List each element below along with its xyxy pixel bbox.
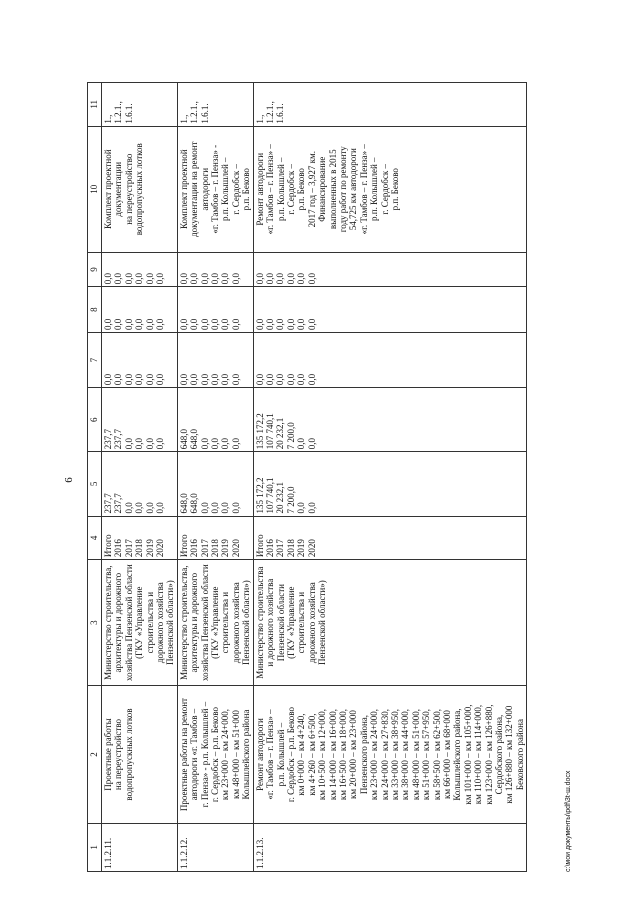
year-list-line: Итого <box>103 534 113 558</box>
regional-budget-line: 237,7 <box>113 429 124 450</box>
federal-budget <box>102 333 178 388</box>
local-budget-line: 0,0 <box>220 318 231 331</box>
indicator-links-line: 1.6.1. <box>275 103 286 124</box>
table-row <box>177 83 253 872</box>
federal-budget-line: 0,0 <box>154 373 165 386</box>
expected-result-line: г. Сердобск – <box>379 164 390 215</box>
indicator-links <box>177 83 253 127</box>
total-funding-line: 0,0 <box>230 502 241 514</box>
year-list-line: 2016 <box>113 539 124 558</box>
total-funding-line: 0,0 <box>123 502 134 514</box>
other-sources-line: 0,0 <box>265 272 276 285</box>
executor-line: Министерство строительства, <box>103 565 113 680</box>
expected-result-line: «г. Тамбов – г. Пенза» - <box>210 144 221 234</box>
expected-result-line: р.п. Беково <box>389 168 400 211</box>
expected-result-line: на переустройство <box>123 153 134 225</box>
year-list <box>177 516 253 560</box>
expected-result-line: «г. Тамбов – г. Пенза» – <box>358 144 369 235</box>
measure-name-line: км 33+000 – км 38+950, <box>389 709 400 801</box>
measure-name-line: Проектные работы <box>103 718 113 791</box>
executor <box>253 560 527 686</box>
year-list-line: 2019 <box>296 539 307 558</box>
column-header-11: 11 <box>88 83 102 127</box>
year-list-line: Итого <box>254 534 265 558</box>
local-budget-line: 0,0 <box>296 318 307 331</box>
regional-budget <box>253 388 527 452</box>
executor <box>102 560 178 686</box>
regional-budget-line: 0,0 <box>230 438 241 450</box>
regional-budget-line: 237,7 <box>103 429 113 450</box>
local-budget-line: 0,0 <box>230 318 241 331</box>
other-sources-line: 0,0 <box>189 272 200 285</box>
measure-name-line: км 48+000 – км 51+000 <box>230 710 241 799</box>
federal-budget-line: 0,0 <box>210 373 221 386</box>
local-budget-line: 0,0 <box>103 318 113 331</box>
regional-budget <box>177 388 253 452</box>
measure-name-line: км 58+500 – км 62+500, <box>431 709 442 801</box>
expected-result-line: р.п. Беково <box>241 168 252 211</box>
total-funding <box>177 452 253 516</box>
local-budget-line: 0,0 <box>189 318 200 331</box>
regional-budget-line: 648,0 <box>178 429 189 450</box>
column-header-8: 8 <box>88 287 102 333</box>
measure-name-line: Колышлейского района <box>241 709 252 800</box>
measure-name-line: Сердобского района, <box>494 714 505 795</box>
federal-budget-line: 0,0 <box>230 373 241 386</box>
year-list-line: 2020 <box>154 539 165 558</box>
local-budget-line: 0,0 <box>144 318 155 331</box>
federal-budget-line: 0,0 <box>199 373 210 386</box>
executor <box>177 560 253 686</box>
rotated-page-content <box>63 80 580 880</box>
expected-result-line: 2017 год – 3,927 км. <box>306 151 317 228</box>
row-code: 1.1.2.11. <box>102 823 178 871</box>
other-sources-line: 0,0 <box>275 272 286 285</box>
year-list-line: 2017 <box>199 539 210 558</box>
executor-line: архитектуры и дорожного <box>189 572 200 673</box>
measure-name-line: км 24+000 – км 27+830, <box>379 709 390 801</box>
expected-result <box>253 126 527 252</box>
measure-name-line: автодороги «г. Тамбов – <box>189 708 200 801</box>
other-sources-line: 0,0 <box>154 272 165 285</box>
local-budget-line: 0,0 <box>199 318 210 331</box>
measure-name-line: км 126+880 – км 132+000 <box>504 705 515 804</box>
federal-budget-line: 0,0 <box>178 373 189 386</box>
total-funding-line: 107 740,1 <box>265 477 276 514</box>
expected-result-line: году работ по ремонту <box>337 146 348 233</box>
regional-budget-line: 0,0 <box>154 438 165 450</box>
year-list-line: 2017 <box>123 539 134 558</box>
column-header-2: 2 <box>88 686 102 824</box>
executor-line: строительства и <box>296 591 307 654</box>
table-row <box>102 83 178 872</box>
measure-name-line: Проектные работы на ремонт <box>178 698 189 812</box>
measure-name-line: км 16+500 – км 18+000, <box>337 709 348 801</box>
expected-result-line: г. Сердобск – <box>285 164 296 215</box>
measure-name-line: Колышлейского района, <box>452 708 463 801</box>
year-list-line: 2016 <box>189 539 200 558</box>
measure-name-line: км 23+000 – км 24+000, <box>369 709 380 801</box>
regional-budget-line: 0,0 <box>306 438 317 450</box>
year-list-line: 2019 <box>144 539 155 558</box>
federal-budget-line: 0,0 <box>103 373 113 386</box>
executor-line: (ГКУ «Управление <box>210 586 221 659</box>
regional-budget-line: 0,0 <box>296 438 307 450</box>
local-budget-line: 0,0 <box>275 318 286 331</box>
measure-name-line: Ремонт автодороги <box>254 718 265 791</box>
year-list-line: Итого <box>178 534 189 558</box>
federal-budget-line: 0,0 <box>220 373 231 386</box>
year-list-line: 2017 <box>275 539 286 558</box>
expected-result-line: водопропускных лотков <box>134 143 145 236</box>
year-list <box>253 516 527 560</box>
total-funding <box>253 452 527 516</box>
federal-budget-line: 0,0 <box>265 373 276 386</box>
other-sources-line: 0,0 <box>134 272 145 285</box>
measure-name-line: «г. Тамбов – г. Пенза» – <box>265 709 276 800</box>
federal-budget-line: 0,0 <box>134 373 145 386</box>
measure-name-line: Пензенского района, <box>358 714 369 795</box>
regional-budget-line: 0,0 <box>134 438 145 450</box>
local-budget-line: 0,0 <box>113 318 124 331</box>
column-header-9: 9 <box>88 252 102 286</box>
other-sources <box>102 252 178 286</box>
expected-result-line: автодороги <box>199 167 210 211</box>
column-number-header <box>88 83 102 872</box>
measure-name-line: р.п. Колышлей – <box>275 722 286 787</box>
total-funding-line: 648,0 <box>189 493 200 514</box>
expected-result <box>102 126 178 252</box>
federal-budget-line: 0,0 <box>285 373 296 386</box>
year-list-line: 2019 <box>220 539 231 558</box>
local-budget <box>102 287 178 333</box>
program-measures-table <box>87 82 527 872</box>
page-number: 6 <box>63 477 75 483</box>
indicator-links-line: 1.2.1., <box>113 101 124 124</box>
row-code: 1.1.2.12. <box>177 823 253 871</box>
indicator-links-line: 1.6.1. <box>199 103 210 124</box>
expected-result-line: Ремонт автодороги <box>254 152 265 226</box>
measure-name-line: г. Пенза» - р.п. Колышлей – <box>199 701 210 808</box>
measure-name-line: водопропускных лотков <box>123 708 134 801</box>
local-budget-line: 0,0 <box>254 318 265 331</box>
other-sources-line: 0,0 <box>103 272 113 285</box>
federal-budget <box>177 333 253 388</box>
total-funding-line: 0,0 <box>144 502 155 514</box>
column-header-4: 4 <box>88 516 102 560</box>
expected-result-line: 54,725 км автодороги <box>348 148 359 231</box>
total-funding-line: 135 172,2 <box>254 477 265 514</box>
other-sources <box>177 252 253 286</box>
local-budget-line: 0,0 <box>210 318 221 331</box>
executor-line: Пензенской области») <box>241 580 252 666</box>
executor-line: Министерство строительства <box>254 566 265 679</box>
federal-budget <box>253 333 527 388</box>
measure-name-line: км 48+000 – км 51+000, <box>410 709 421 801</box>
executor-line: и дорожного хозяйства <box>265 578 276 667</box>
other-sources-line: 0,0 <box>178 272 189 285</box>
expected-result <box>177 126 253 252</box>
measure-name-line: км 0+000 – км 4+240, <box>296 713 307 796</box>
other-sources-line: 0,0 <box>230 272 241 285</box>
indicator-links-line: 1., <box>103 114 113 124</box>
federal-budget-line: 0,0 <box>296 373 307 386</box>
measure-name-line: Бековского района <box>514 719 525 791</box>
indicator-links-line: 1., <box>254 114 265 124</box>
measure-name-line: км 20+000 – км 23+000 <box>348 710 359 799</box>
federal-budget-line: 0,0 <box>189 373 200 386</box>
measure-name-line: г. Сердобск – р.п. Беково <box>285 707 296 803</box>
expected-result-line: документации на ремонт <box>189 141 200 237</box>
expected-result-line: г. Сердобск – <box>230 164 241 215</box>
regional-budget-line: 0,0 <box>144 438 155 450</box>
total-funding-line: 237,7 <box>103 493 113 514</box>
executor-line: строительства и <box>144 591 155 654</box>
year-list-line: 2018 <box>134 539 145 558</box>
measure-name <box>177 686 253 824</box>
measure-name-line: км 38+000 – км 44+000, <box>400 709 411 801</box>
total-funding-line: 7 200,0 <box>285 486 296 514</box>
regional-budget-line: 135 172,2 <box>254 413 265 450</box>
executor-line: Пензенской области») <box>165 580 176 666</box>
executor-line: архитектуры и дорожного <box>113 572 124 673</box>
total-funding-line: 648,0 <box>178 493 189 514</box>
local-budget-line: 0,0 <box>178 318 189 331</box>
executor-line: хозяйства Пензенской области <box>123 564 134 682</box>
other-sources-line: 0,0 <box>220 272 231 285</box>
other-sources-line: 0,0 <box>123 272 134 285</box>
regional-budget-line: 20 232,1 <box>275 417 286 450</box>
local-budget-line: 0,0 <box>265 318 276 331</box>
regional-budget <box>102 388 178 452</box>
indicator-links-line: 1., <box>178 114 189 124</box>
measure-name-line: г. Сердобск – р.п. Беково <box>210 707 221 803</box>
other-sources-line: 0,0 <box>306 272 317 285</box>
column-header-5: 5 <box>88 452 102 516</box>
federal-budget-line: 0,0 <box>123 373 134 386</box>
expected-result-line: документации <box>113 161 124 217</box>
measure-name <box>253 686 527 824</box>
executor-line: (ГКУ «Управление <box>134 586 145 659</box>
other-sources-line: 0,0 <box>144 272 155 285</box>
other-sources-line: 0,0 <box>254 272 265 285</box>
other-sources <box>253 252 527 286</box>
executor-line: Пензенской области») <box>317 580 328 666</box>
regional-budget-line: 648,0 <box>189 429 200 450</box>
indicator-links <box>253 83 527 127</box>
total-funding <box>102 452 178 516</box>
regional-budget-line: 0,0 <box>123 438 134 450</box>
federal-budget-line: 0,0 <box>113 373 124 386</box>
local-budget-line: 0,0 <box>154 318 165 331</box>
indicator-links-line: 1.2.1., <box>189 101 200 124</box>
total-funding-line: 0,0 <box>154 502 165 514</box>
local-budget-line: 0,0 <box>285 318 296 331</box>
expected-result-line: выполненных в 2015 <box>327 149 338 230</box>
year-list-line: 2018 <box>210 539 221 558</box>
measure-name-line: км 101+000 – км 105+000, <box>462 704 473 805</box>
measure-name-line: км 10+500 – км 12+000, <box>317 709 328 801</box>
total-funding-line: 20 232,1 <box>275 482 286 514</box>
executor-line: строительства и <box>220 591 231 654</box>
expected-result-line: Комплект проектной <box>103 149 113 230</box>
federal-budget-line: 0,0 <box>275 373 286 386</box>
year-list-line: 2020 <box>230 539 241 558</box>
total-funding-line: 0,0 <box>306 502 317 514</box>
expected-result-line: «г. Тамбов – г. Пенза» – <box>265 144 276 235</box>
other-sources-line: 0,0 <box>285 272 296 285</box>
executor-line: дорожного хозяйства <box>230 582 241 664</box>
federal-budget-line: 0,0 <box>254 373 265 386</box>
expected-result-line: р.п. Колышлей – <box>369 157 380 221</box>
other-sources-line: 0,0 <box>210 272 221 285</box>
year-list-line: 2018 <box>285 539 296 558</box>
total-funding-line: 0,0 <box>199 502 210 514</box>
year-list-line: 2020 <box>306 539 317 558</box>
measure-name <box>102 686 178 824</box>
local-budget <box>253 287 527 333</box>
executor-line: Пензенской области <box>275 584 286 662</box>
expected-result-line: Финансирование <box>317 156 328 222</box>
expected-result-line: р.п. Колышлей – <box>220 157 231 221</box>
measure-name-line: км 14+000 – км 16+000, <box>327 709 338 801</box>
other-sources-line: 0,0 <box>296 272 307 285</box>
measure-name-line: км 66+000 – км 68+000 <box>442 710 452 799</box>
federal-budget-line: 0,0 <box>144 373 155 386</box>
other-sources-line: 0,0 <box>113 272 124 285</box>
indicator-links-line: 1.2.1., <box>265 101 276 124</box>
table-row <box>253 83 527 872</box>
regional-budget-line: 107 740,1 <box>265 413 276 450</box>
row-code: 1.1.2.13. <box>253 823 527 871</box>
total-funding-line: 0,0 <box>210 502 221 514</box>
federal-budget-line: 0,0 <box>306 373 317 386</box>
column-header-7: 7 <box>88 333 102 388</box>
measure-name-line: км 51+000 – км 57+950, <box>421 709 432 801</box>
measure-name-line: км 123+000 – км 126+880, <box>483 704 494 805</box>
measure-name-line: на переустройство <box>113 718 124 791</box>
expected-result-line: р.п. Колышлей – <box>275 157 286 221</box>
executor-line: хозяйства Пензенской области <box>199 564 210 682</box>
total-funding-line: 237,7 <box>113 493 124 514</box>
column-header-6: 6 <box>88 388 102 452</box>
local-budget-line: 0,0 <box>306 318 317 331</box>
file-path-footer: c:\мои документы\pdf\3t-ш.docx <box>565 770 572 872</box>
indicator-links-line: 1.6.1. <box>123 103 134 124</box>
local-budget <box>177 287 253 333</box>
column-header-3: 3 <box>88 560 102 686</box>
regional-budget-line: 7 200,0 <box>285 422 296 450</box>
expected-result-line: Комплект проектной <box>178 149 189 230</box>
total-funding-line: 0,0 <box>296 502 307 514</box>
indicator-links <box>102 83 178 127</box>
local-budget-line: 0,0 <box>123 318 134 331</box>
executor-line: Министерство строительства, <box>178 565 189 680</box>
expected-result-line: р.п. Беково <box>296 168 307 211</box>
measure-name-line: км 4+260 – км 6+500, <box>306 713 317 796</box>
other-sources-line: 0,0 <box>199 272 210 285</box>
regional-budget-line: 0,0 <box>210 438 221 450</box>
executor-line: (ГКУ «Управление <box>285 586 296 659</box>
regional-budget-line: 0,0 <box>199 438 210 450</box>
regional-budget-line: 0,0 <box>220 438 231 450</box>
executor-line: дорожного хозяйства <box>155 582 166 664</box>
year-list <box>102 516 178 560</box>
measure-name-line: км 110+000 – км 114+000, <box>473 704 484 805</box>
column-header-1: 1 <box>88 823 102 871</box>
total-funding-line: 0,0 <box>220 502 231 514</box>
table-body <box>102 83 527 872</box>
executor-line: дорожного хозяйства <box>306 582 317 664</box>
local-budget-line: 0,0 <box>134 318 145 331</box>
measure-name-line: км 23+000 – км 24+000, <box>220 709 231 801</box>
column-header-10: 10 <box>88 126 102 252</box>
total-funding-line: 0,0 <box>134 502 145 514</box>
year-list-line: 2016 <box>265 539 276 558</box>
